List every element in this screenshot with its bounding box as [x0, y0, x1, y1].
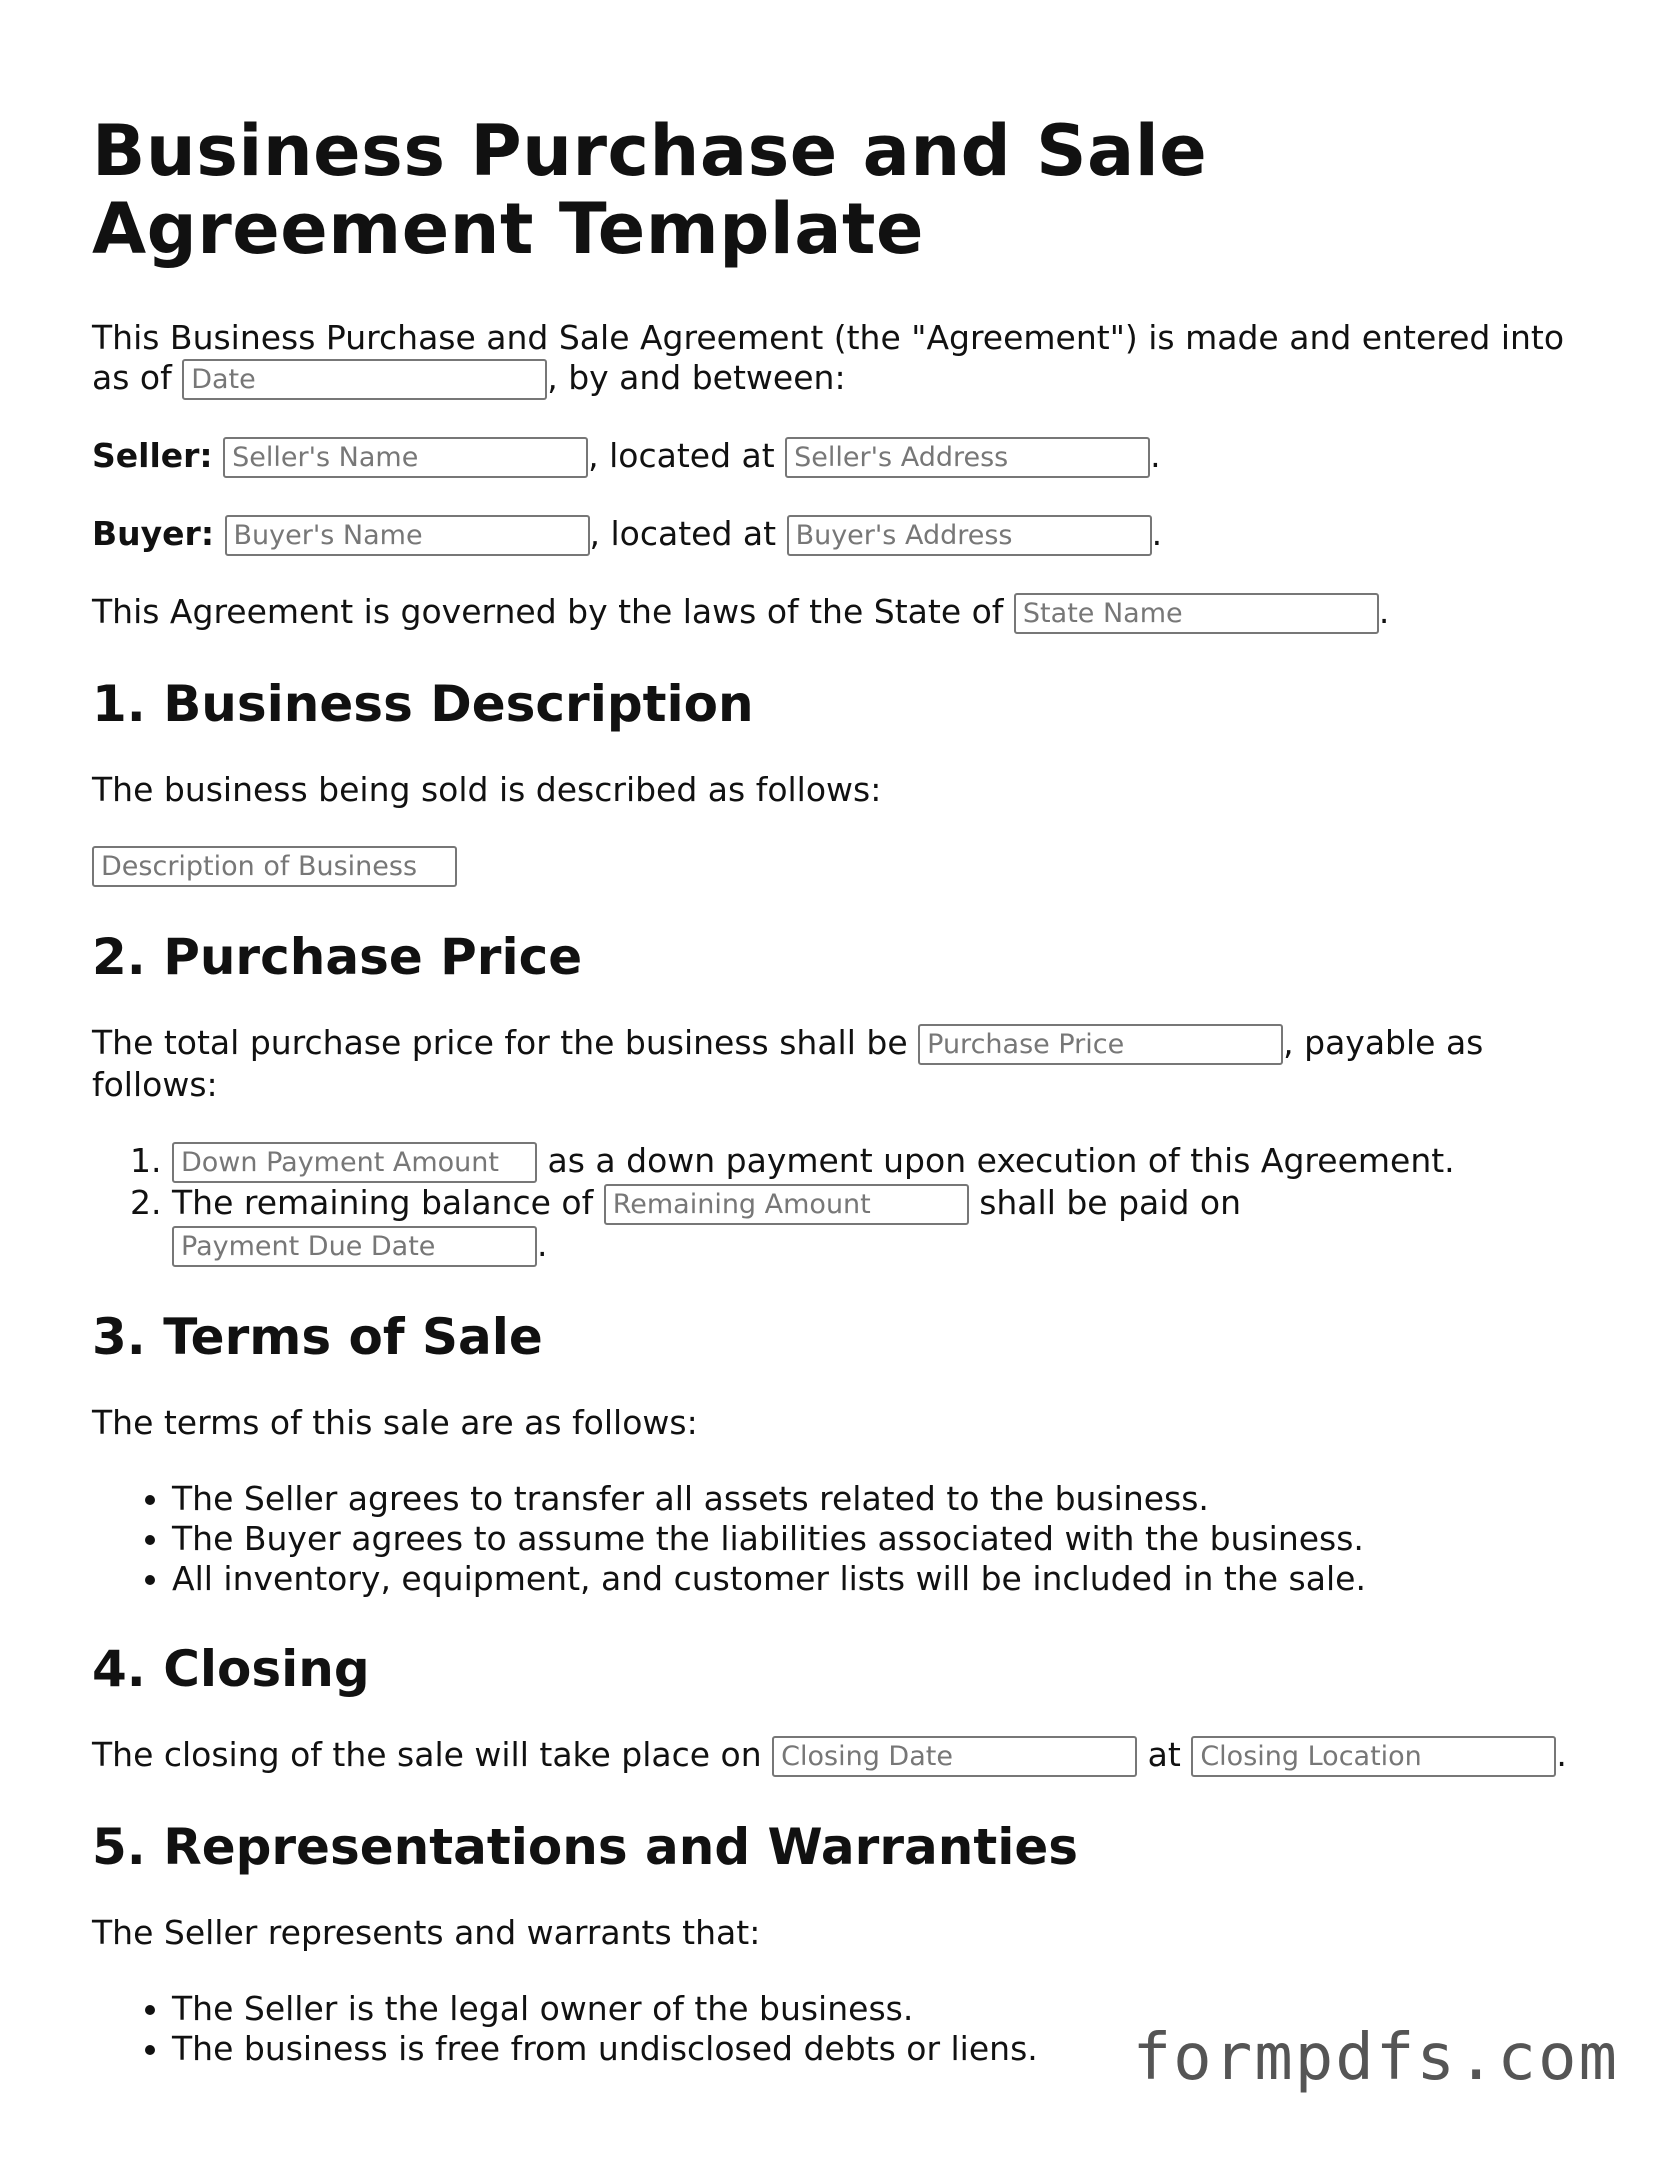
closing-at-text: at — [1147, 1735, 1181, 1774]
closing-date-field[interactable]: Closing Date — [772, 1736, 1137, 1777]
payment-end: . — [537, 1225, 548, 1264]
buyer-end: . — [1151, 514, 1163, 553]
intro-text-after: , by and between: — [547, 358, 846, 397]
payment-list — [92, 1141, 1592, 1267]
section-5-heading: 5. Representations and Warranties — [92, 1818, 1079, 1876]
section-3-text: The terms of this sale are as follows: — [92, 1403, 698, 1442]
list-item: • The Seller agrees to transfer all assets related to the business. — [172, 1479, 1592, 1519]
down-payment-field[interactable]: Down Payment Amount — [172, 1142, 537, 1183]
business-description-field[interactable]: Description of Business — [92, 846, 457, 887]
purchase-price-text: The total purchase price for the business shall be — [92, 1023, 908, 1062]
buyer-line — [92, 514, 1592, 556]
section-3-heading: 3. Terms of Sale — [92, 1308, 543, 1366]
buyer-name-field[interactable]: Buyer's Name — [225, 515, 590, 556]
seller-line — [92, 436, 1592, 478]
page-title: Business Purchase and Sale Agreement Template — [92, 110, 1208, 270]
list-item — [172, 1183, 1592, 1267]
seller-name-field[interactable]: Seller's Name — [223, 437, 588, 478]
closing-text: The closing of the sale will take place on — [92, 1735, 762, 1774]
list-item: • The Seller is the legal owner of the business. — [172, 1989, 1592, 2029]
purchase-price-field[interactable]: Purchase Price — [918, 1024, 1283, 1065]
governing-text: This Agreement is governed by the laws of the State of — [92, 592, 1004, 631]
list-item: • The Buyer agrees to assume the liabilities associated with the business. — [172, 1519, 1592, 1559]
section-1-text: The business being sold is described as follows: — [92, 770, 882, 809]
closing-line — [92, 1735, 1592, 1777]
intro-text: This Business Purchase and Sale Agreement (the "Agreement") is made and entered into as of — [92, 318, 1565, 397]
section-1-field-row — [92, 846, 1592, 887]
closing-end: . — [1556, 1735, 1567, 1774]
seller-located-text: , located at — [588, 436, 775, 475]
down-payment-text: as a down payment upon execution of this Agreement. — [547, 1141, 1455, 1180]
terms-list — [92, 1479, 1592, 1599]
buyer-located-text: , located at — [589, 514, 777, 553]
watermark: formpdfs.com — [1132, 2021, 1619, 2095]
governing-law-line — [92, 592, 1592, 634]
closing-location-field[interactable]: Closing Location — [1191, 1736, 1556, 1777]
purchase-price-text-after: , payable as follows: — [92, 1023, 1484, 1104]
buyer-address-field[interactable]: Buyer's Address — [787, 515, 1152, 556]
list-item — [172, 1141, 1592, 1183]
intro-paragraph — [92, 318, 1592, 400]
buyer-label: Buyer: — [92, 514, 215, 553]
purchase-price-paragraph — [92, 1023, 1592, 1105]
list-item: • The business is free from undisclosed debts or liens. — [172, 2029, 1592, 2069]
remaining-amount-field[interactable]: Remaining Amount — [604, 1184, 969, 1225]
paid-on-text: shall be paid on — [979, 1183, 1241, 1222]
agreement-document — [92, 112, 1592, 2105]
seller-end: . — [1150, 436, 1161, 475]
date-field[interactable]: Date — [182, 359, 547, 400]
section-1-heading: 1. Business Description — [92, 675, 754, 733]
section-5-text: The Seller represents and warrants that: — [92, 1913, 761, 1952]
list-item: • All inventory, equipment, and customer lists will be included in the sale. — [172, 1559, 1592, 1599]
state-name-field[interactable]: State Name — [1014, 593, 1379, 634]
governing-end: . — [1378, 592, 1390, 631]
payment-due-date-field[interactable]: Payment Due Date — [172, 1226, 537, 1267]
section-4-heading: 4. Closing — [92, 1640, 370, 1698]
remaining-balance-text: The remaining balance of — [172, 1183, 594, 1222]
section-2-heading: 2. Purchase Price — [92, 928, 583, 986]
seller-label: Seller: — [92, 436, 213, 475]
seller-address-field[interactable]: Seller's Address — [785, 437, 1150, 478]
